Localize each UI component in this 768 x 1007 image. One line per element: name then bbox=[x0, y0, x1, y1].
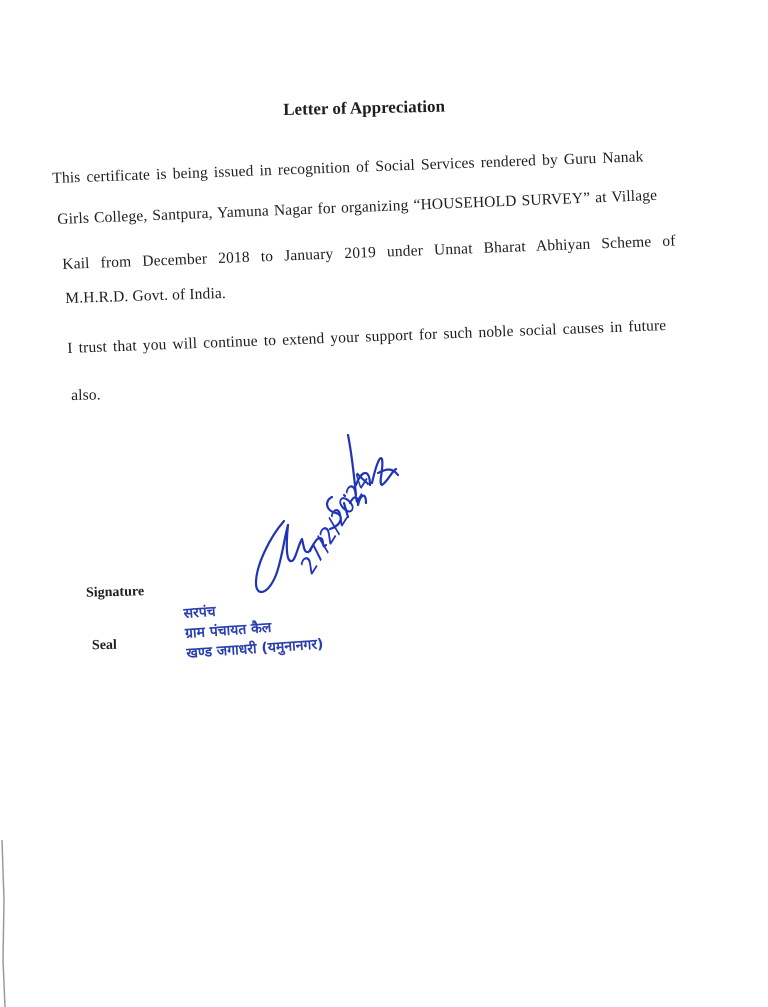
letter-title: Letter of Appreciation bbox=[283, 96, 446, 119]
body-line-4: M.H.R.D. Govt. of India. bbox=[65, 284, 227, 307]
stamp-line-1: सरपंच bbox=[183, 603, 217, 622]
handwritten-signature bbox=[240, 425, 410, 610]
stamp-line-2: ग्राम पंचायत कैल bbox=[184, 619, 272, 642]
stamp-line-3: खण्ड जगाधरी (यमुनानगर) bbox=[185, 636, 324, 662]
body-line-2: Girls College, Santpura, Yamuna Nagar for organizing “HOUSEHOLD SURVEY” at Village bbox=[57, 186, 658, 228]
body-line-1: This certificate is being issued in recognition of Social Services rendered by Guru Nanak bbox=[52, 148, 644, 187]
handwritten-date: 27/2/2024 bbox=[295, 469, 377, 579]
body-line-3: Kail from December 2018 to January 2019 under Unnat Bharat Abhiyan Scheme of bbox=[62, 232, 676, 273]
scan-edge-shadow bbox=[0, 840, 7, 1007]
signature-label: Signature bbox=[85, 584, 145, 601]
body-line-6: also. bbox=[71, 386, 101, 404]
official-seal-stamp bbox=[183, 594, 324, 663]
seal-label: Seal bbox=[91, 637, 118, 654]
body-line-5: I trust that you will continue to extend your support for such noble social causes in future bbox=[67, 316, 667, 357]
